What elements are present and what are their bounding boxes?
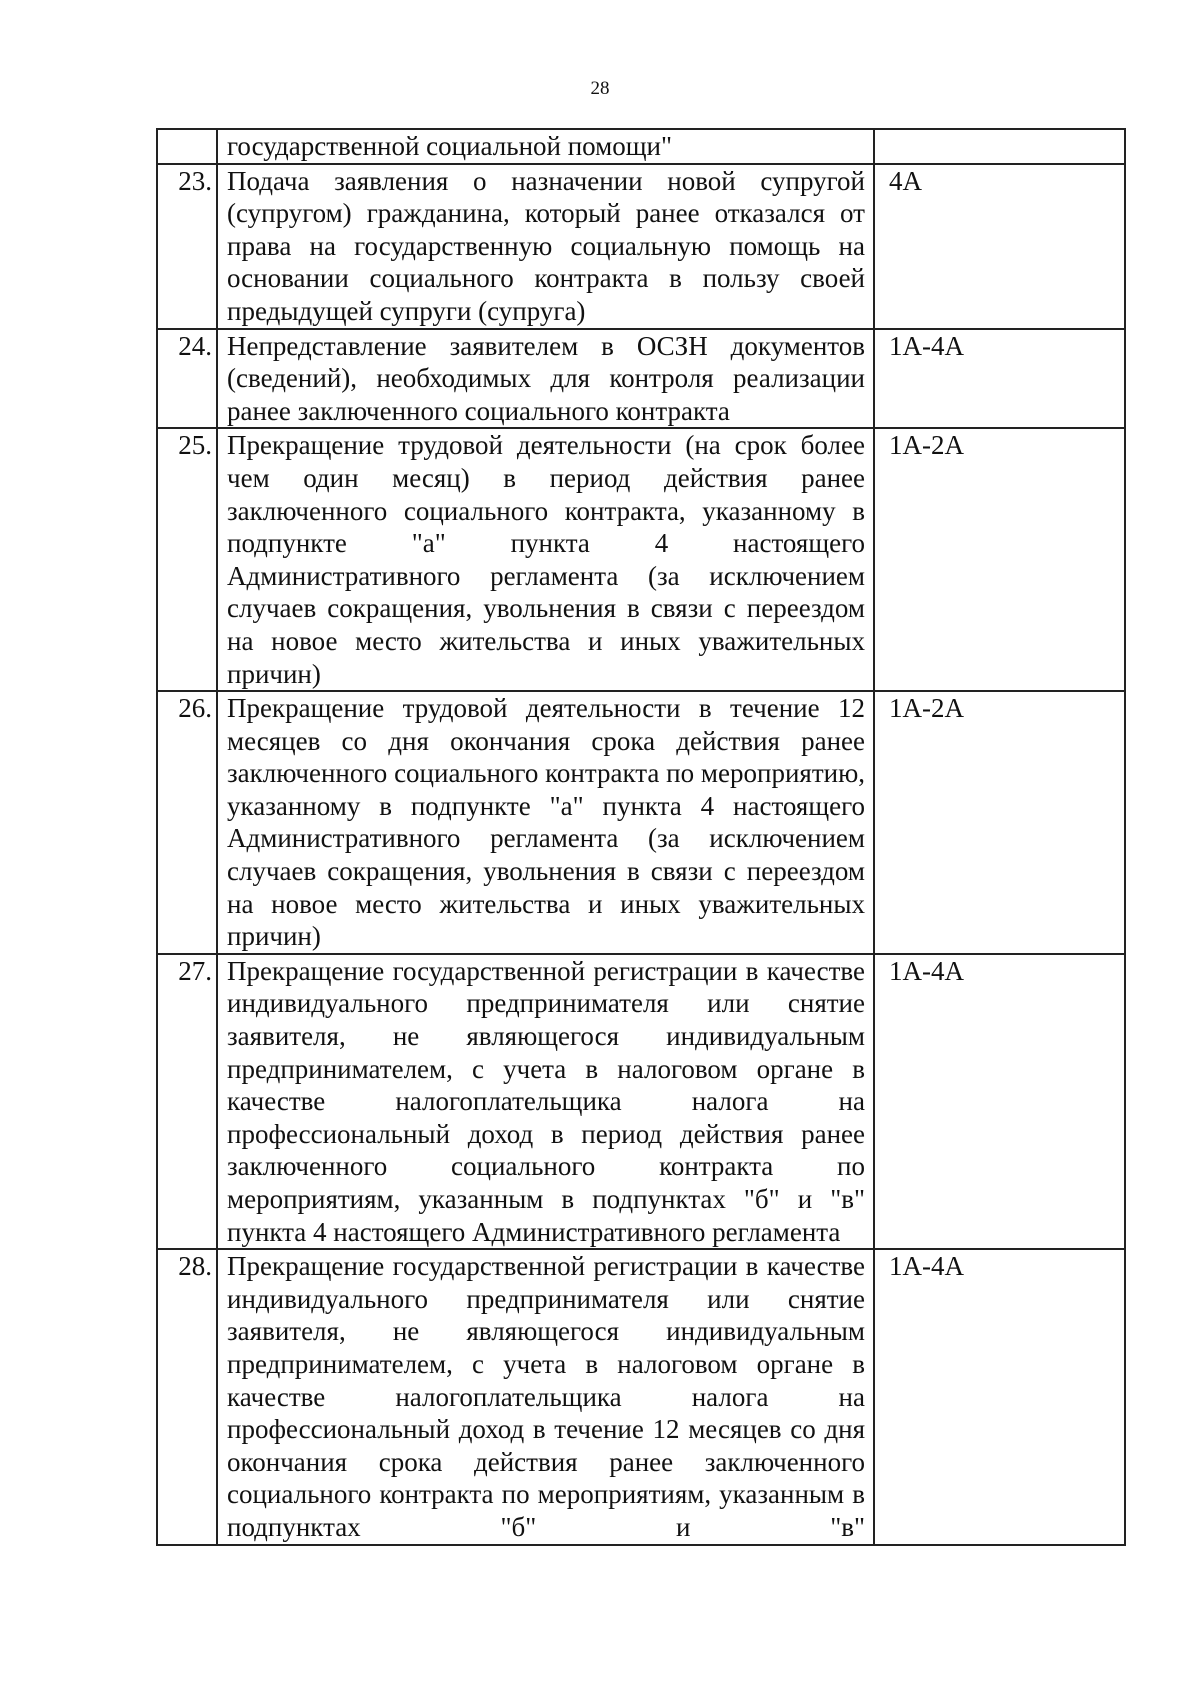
grounds-table — [156, 128, 1126, 1546]
table-row — [157, 164, 1125, 329]
row-description — [217, 129, 874, 164]
row-description — [217, 329, 874, 429]
row-description-text: Прекращение трудовой деятельности в течение 12 месяцев со дня окончания срока действия ранее заключенного социального контракта по мероприятию, указанному в подпункте "а" пункта 4 настоящего Административного регламента (за исключением случаев сокращения, увольнения в связи с переездом на новое место жительства и иных уважительных причин) — [227, 693, 865, 952]
row-description-text: Прекращение государственной регистрации в качестве индивидуального предпринимателя или снятие заявителя, не являющегося индивидуальным предпринимателем, с учета в налоговом органе в качестве налогоплательщика налога на профессиональный доход в период действия ранее заключенного социального контракта по мероприятиям, указанным в подпунктах "б" и "в" пункта 4 настоящего Административного регламента — [227, 955, 865, 1247]
row-description — [217, 954, 874, 1249]
row-number: 25. — [157, 428, 217, 691]
row-number: 26. — [157, 691, 217, 954]
row-description — [217, 164, 874, 329]
row-description — [217, 428, 874, 691]
row-code — [874, 129, 1125, 164]
row-description-text: Непредставление заявителем в ОСЗН документов (сведений), необходимых для контроля реализации ранее заключенного социального контракта — [227, 330, 865, 426]
table-row — [157, 329, 1125, 429]
row-code: 1А-2А — [874, 691, 1125, 954]
row-number: 23. — [157, 164, 217, 329]
row-code: 1А-4А — [874, 954, 1125, 1249]
row-description-text: Прекращение трудовой деятельности (на срок более чем один месяц) в период действия ранее заключенного социального контракта, указанному в подпункте "а" пункта 4 настоящего Административного регламента (за исключением случаев сокращения, увольнения в связи с переездом на новое место жительства и иных уважительных причин) — [227, 430, 865, 689]
row-description — [217, 1249, 874, 1544]
page-number: 28 — [590, 78, 610, 99]
row-description-text: государственной социальной помощи" — [227, 131, 672, 161]
row-code: 1А-4А — [874, 329, 1125, 429]
row-code: 1А-4А — [874, 1249, 1125, 1544]
table-row — [157, 954, 1125, 1249]
row-number — [157, 129, 217, 164]
row-code: 4А — [874, 164, 1125, 329]
row-code: 1А-2А — [874, 428, 1125, 691]
table-row — [157, 691, 1125, 954]
row-number: 28. — [157, 1249, 217, 1544]
row-number: 24. — [157, 329, 217, 429]
table-row-continuation — [157, 129, 1125, 164]
row-description — [217, 691, 874, 954]
table-row — [157, 1249, 1125, 1544]
table-row — [157, 428, 1125, 691]
row-description-text: Подача заявления о назначении новой супругой (супругом) гражданина, который ранее отказался от права на государственную социальную помощь на основании социального контракта в пользу своей предыдущей супруги (супруга) — [227, 165, 865, 326]
row-description-text: Прекращение государственной регистрации в качестве индивидуального предпринимателя или снятие заявителя, не являющегося индивидуальным предпринимателем, с учета в налоговом органе в качестве налогоплательщика налога на профессиональный доход в течение 12 месяцев со дня окончания срока действия ранее заключенного социального контракта по мероприятиям, указанным в подпунктах "б" и "в" — [227, 1251, 865, 1542]
row-number: 27. — [157, 954, 217, 1249]
